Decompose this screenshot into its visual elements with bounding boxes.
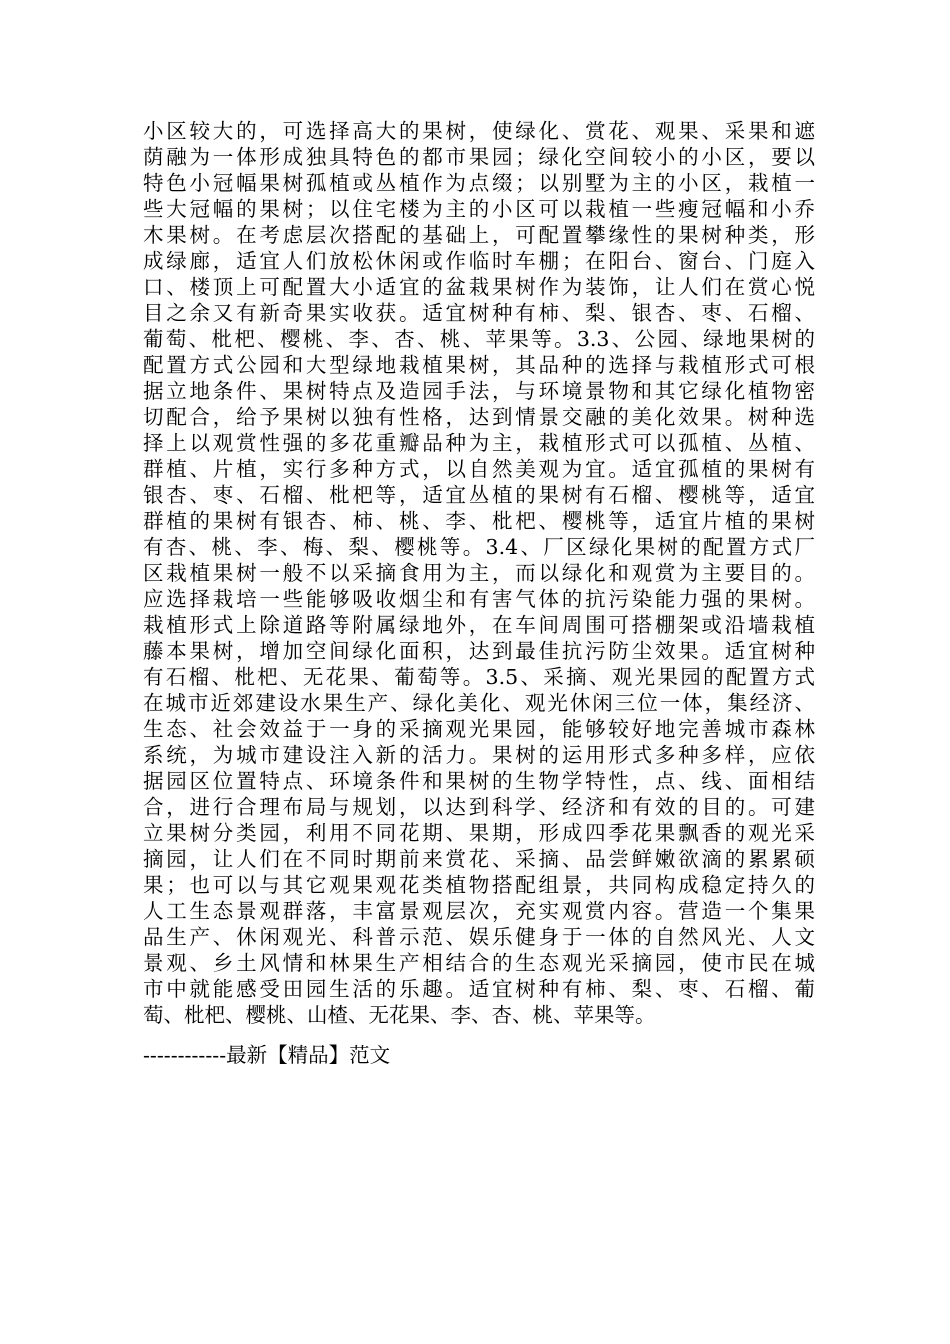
text-line: 群植的果树有银杏、柿、桃、李、枇杷、樱桃等，适宜片植的果树 bbox=[143, 509, 815, 533]
text-line: 市中就能感受田园生活的乐趣。适宜树种有柿、梨、枣、石榴、葡 bbox=[143, 977, 815, 1001]
text-line: 栽植形式上除道路等附属绿地外，在车间周围可搭棚架或沿墙栽植 bbox=[143, 613, 815, 637]
text-line: 小区较大的，可选择高大的果树，使绿化、赏花、观果、采果和遮 bbox=[143, 119, 815, 143]
text-line: 应选择栽培一些能够吸收烟尘和有害气体的抗污染能力强的果树。 bbox=[143, 587, 815, 611]
footer-note: ------------最新【精品】范文 bbox=[143, 1043, 391, 1067]
text-line: 品生产、休闲观光、科普示范、娱乐健身于一体的自然风光、人文 bbox=[143, 925, 815, 949]
text-line: 区栽植果树一般不以采摘食用为主，而以绿化和观赏为主要目的。 bbox=[143, 561, 815, 585]
text-line: 景观、乡土风情和林果生产相结合的生态观光采摘园，使市民在城 bbox=[143, 951, 815, 975]
text-line: 木果树。在考虑层次搭配的基础上，可配置攀缘性的果树种类，形 bbox=[143, 223, 815, 247]
text-line: 特色小冠幅果树孤植或丛植作为点缀；以别墅为主的小区，栽植一 bbox=[143, 171, 815, 195]
text-line: 据园区位置特点、环境条件和果树的生物学特性，点、线、面相结 bbox=[143, 769, 815, 793]
text-line: 葡萄、枇杷、樱桃、李、杏、桃、苹果等。3.3、公园、绿地果树的 bbox=[143, 327, 815, 351]
text-line: 果；也可以与其它观果观花类植物搭配组景，共同构成稳定持久的 bbox=[143, 873, 815, 897]
body-paragraph bbox=[143, 118, 815, 1028]
text-line: 系统，为城市建设注入新的活力。果树的运用形式多种多样，应依 bbox=[143, 743, 815, 767]
text-line: 合，进行合理布局与规划，以达到科学、经济和有效的目的。可建 bbox=[143, 795, 815, 819]
text-line: 有杏、桃、李、梅、梨、樱桃等。3.4、厂区绿化果树的配置方式厂 bbox=[143, 535, 815, 559]
text-line: 成绿廊，适宜人们放松休闲或作临时车棚；在阳台、窗台、门庭入 bbox=[143, 249, 815, 273]
text-line: 在城市近郊建设水果生产、绿化美化、观光休闲三位一体，集经济、 bbox=[143, 691, 815, 715]
text-line: 目之余又有新奇果实收获。适宜树种有柿、梨、银杏、枣、石榴、 bbox=[143, 301, 815, 325]
text-line: 据立地条件、果树特点及造园手法，与环境景物和其它绿化植物密 bbox=[143, 379, 815, 403]
text-line: 群植、片植，实行多种方式，以自然美观为宜。适宜孤植的果树有 bbox=[143, 457, 815, 481]
text-line: 摘园，让人们在不同时期前来赏花、采摘、品尝鲜嫩欲滴的累累硕 bbox=[143, 847, 815, 871]
text-line: 荫融为一体形成独具特色的都市果园；绿化空间较小的小区，要以 bbox=[143, 145, 815, 169]
text-line: 择上以观赏性强的多花重瓣品种为主，栽植形式可以孤植、丛植、 bbox=[143, 431, 815, 455]
text-line: 立果树分类园，利用不同花期、果期，形成四季花果飘香的观光采 bbox=[143, 821, 815, 845]
text-line: 口、楼顶上可配置大小适宜的盆栽果树作为装饰，让人们在赏心悦 bbox=[143, 275, 815, 299]
text-line: 生态、社会效益于一身的采摘观光果园，能够较好地完善城市森林 bbox=[143, 717, 815, 741]
text-line: 银杏、枣、石榴、枇杷等，适宜丛植的果树有石榴、樱桃等，适宜 bbox=[143, 483, 815, 507]
text-line: 配置方式公园和大型绿地栽植果树，其品种的选择与栽植形式可根 bbox=[143, 353, 815, 377]
text-line: 藤本果树，增加空间绿化面积，达到最佳抗污防尘效果。适宜树种 bbox=[143, 639, 815, 663]
text-line: 人工生态景观群落，丰富景观层次，充实观赏内容。营造一个集果 bbox=[143, 899, 815, 923]
text-line: 有石榴、枇杷、无花果、葡萄等。3.5、采摘、观光果园的配置方式 bbox=[143, 665, 815, 689]
text-line: 切配合，给予果树以独有性格，达到情景交融的美化效果。树种选 bbox=[143, 405, 815, 429]
text-line: 萄、枇杷、樱桃、山楂、无花果、李、杏、桃、苹果等。 bbox=[143, 1003, 656, 1027]
text-line: 些大冠幅的果树；以住宅楼为主的小区可以栽植一些瘦冠幅和小乔 bbox=[143, 197, 815, 221]
